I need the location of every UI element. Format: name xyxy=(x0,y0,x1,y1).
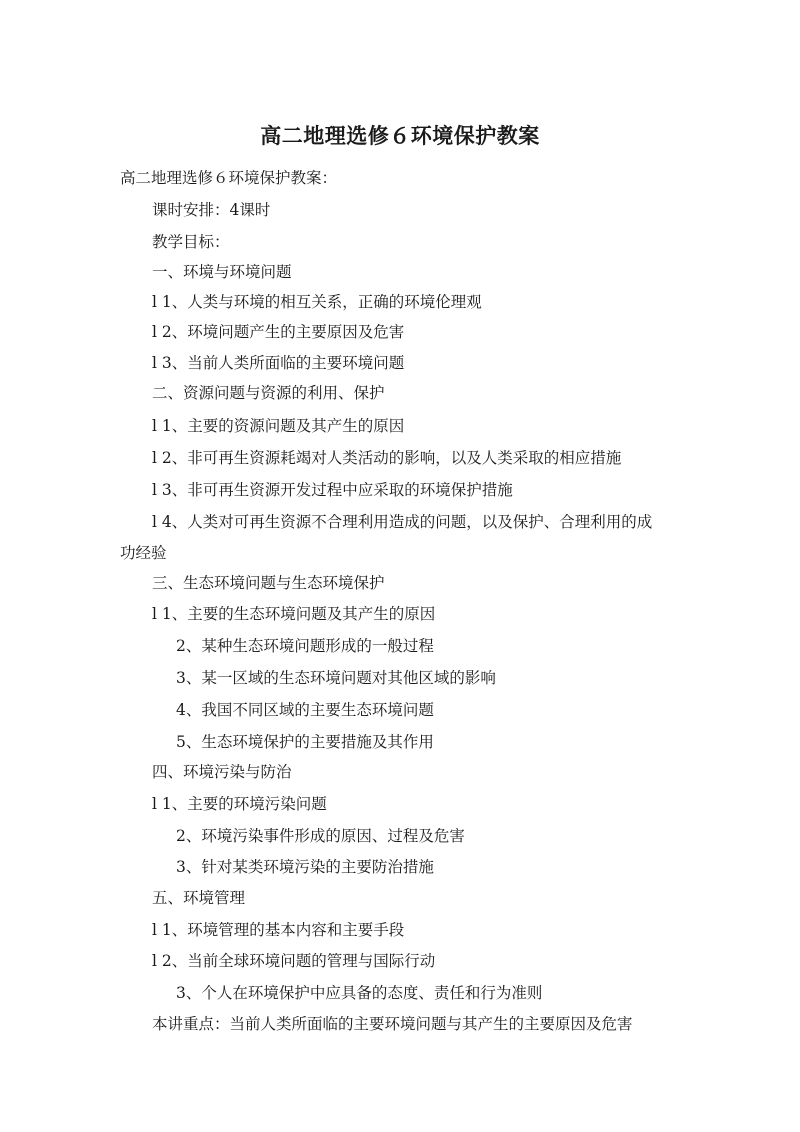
section-heading: 三、生态环境问题与生态环境保护 xyxy=(152,574,385,592)
list-item-continuation: 功经验 xyxy=(120,544,167,562)
list-item: l 2、非可再生资源耗竭对人类活动的影响，以及人类采取的相应措施 xyxy=(152,449,622,467)
document-title: 高二地理选修６环境保护教案 xyxy=(260,124,540,148)
section-heading: 四、环境污染与防治 xyxy=(152,763,292,781)
intro-line: 高二地理选修６环境保护教案： xyxy=(120,169,338,187)
objectives-heading: 教学目标： xyxy=(152,233,230,251)
list-item: 4、我国不同区域的主要生态环境问题 xyxy=(176,701,434,719)
section-heading: 一、环境与环境问题 xyxy=(152,263,292,281)
list-item: l 3、非可再生资源开发过程中应采取的环境保护措施 xyxy=(152,481,513,499)
section-heading: 五、环境管理 xyxy=(152,889,246,907)
list-item: 2、某种生态环境问题形成的一般过程 xyxy=(176,637,434,655)
list-item: l 3、当前人类所面临的主要环境问题 xyxy=(152,354,405,372)
section-heading: 二、资源问题与资源的利用、保护 xyxy=(152,384,385,402)
list-item: l 1、主要的环境污染问题 xyxy=(152,795,327,813)
list-item: 3、某一区域的生态环境问题对其他区域的影响 xyxy=(176,669,496,687)
list-item: l 4、人类对可再生资源不合理利用造成的问题，以及保护、合理利用的成 xyxy=(152,513,653,531)
list-item: 5、生态环境保护的主要措施及其作用 xyxy=(176,733,434,751)
list-item: l 1、环境管理的基本内容和主要手段 xyxy=(152,921,405,939)
list-item: l 1、人类与环境的相互关系，正确的环境伦理观 xyxy=(152,293,482,311)
list-item: 2、环境污染事件形成的原因、过程及危害 xyxy=(176,827,465,845)
list-item: l 2、环境问题产生的主要原因及危害 xyxy=(152,323,405,341)
list-item: l 2、当前全球环境问题的管理与国际行动 xyxy=(152,952,436,970)
class-hours-line: 课时安排：4课时 xyxy=(152,201,271,219)
list-item: 3、个人在环境保护中应具备的态度、责任和行为准则 xyxy=(176,984,543,1002)
list-item: l 1、主要的生态环境问题及其产生的原因 xyxy=(152,605,436,623)
key-points-line: 本讲重点：当前人类所面临的主要环境问题与其产生的主要原因及危害 xyxy=(152,1015,633,1033)
list-item: l 1、主要的资源问题及其产生的原因 xyxy=(152,417,405,435)
list-item: 3、针对某类环境污染的主要防治措施 xyxy=(176,858,434,876)
